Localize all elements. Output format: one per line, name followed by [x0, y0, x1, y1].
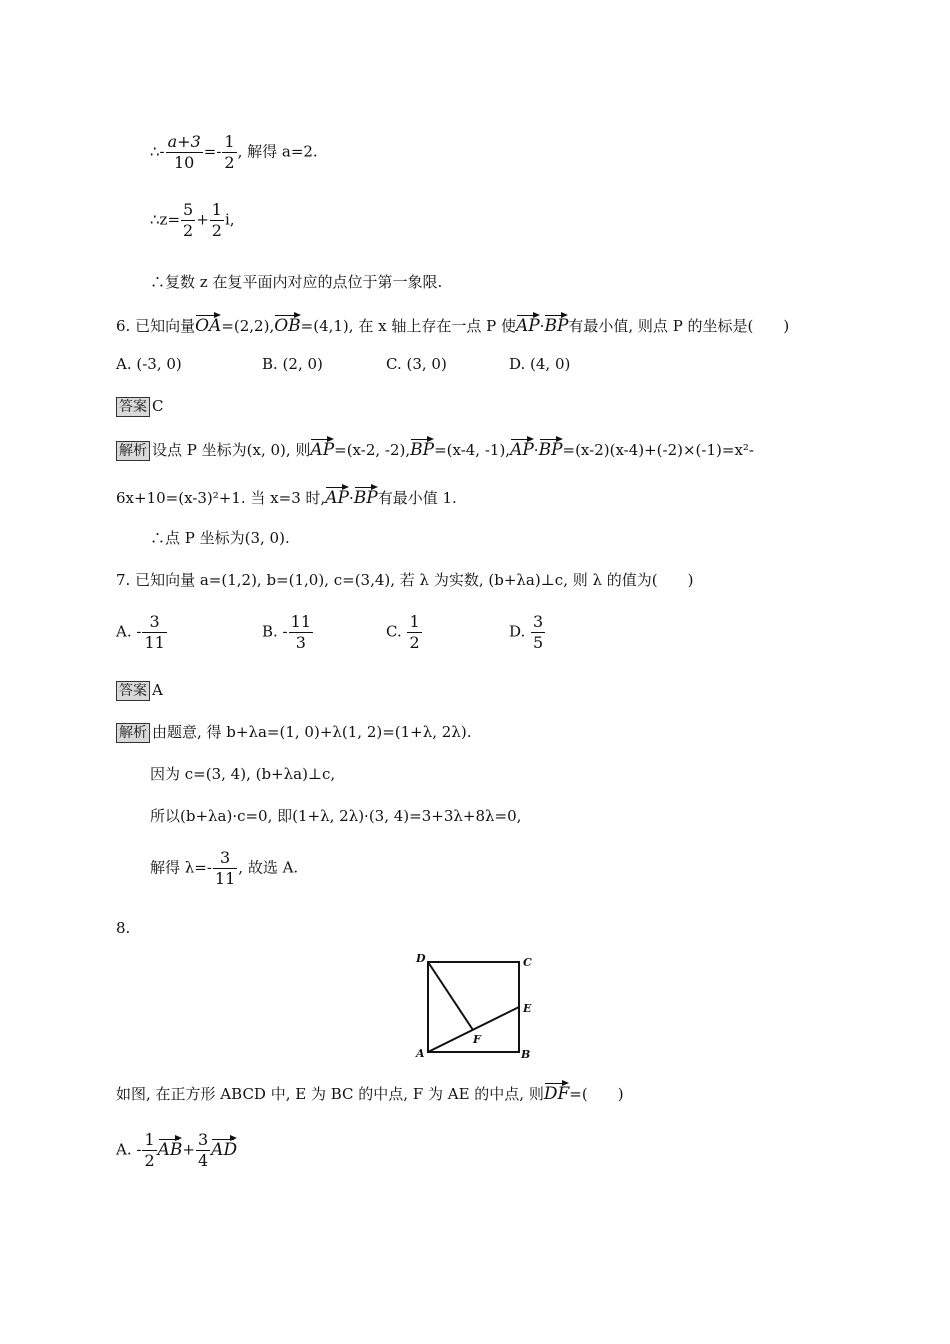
denominator: 2 [224, 153, 235, 172]
label-a: A [416, 1047, 425, 1060]
answer-tag: 答案 [116, 681, 150, 701]
answer-value: A [152, 681, 163, 699]
q5-line3: ∴复数 z 在复平面内对应的点位于第一象限. [150, 273, 443, 291]
fraction [531, 612, 545, 653]
vector-ap: AP [516, 312, 540, 336]
text: 由题意, 得 b+λa=(1, 0)+λ(1, 2)=(1+λ, 2λ). [152, 723, 472, 741]
q7-analysis-line1 [116, 722, 471, 743]
denominator: 2 [409, 633, 420, 652]
option-label: A. - [116, 1140, 142, 1159]
minus-sign: - [159, 142, 165, 161]
text: 6x+10=(x-3)²+1. 当 x=3 时, [116, 489, 326, 507]
numerator: a+3 [167, 132, 201, 151]
fraction [210, 200, 224, 241]
fraction [142, 612, 166, 653]
text: 有最小值 1. [377, 489, 457, 507]
vector-bp: BP [354, 484, 378, 508]
segment-df [428, 962, 473, 1030]
numerator: 3 [533, 612, 544, 631]
analysis-tag: 解析 [116, 723, 150, 743]
denominator: 2 [211, 221, 222, 240]
q6-option-a: A. (-3, 0) [116, 355, 182, 373]
dot: · [533, 441, 539, 459]
label-f: F [473, 1033, 481, 1046]
text: =( ) [569, 1085, 624, 1103]
q7-stem: 7. 已知向量 a=(1,2), b=(1,0), c=(3,4), 若 λ 为实数, (b+λa)⊥c, 则 λ 的值为( ) [116, 571, 694, 589]
text: , 解得 a=2. [237, 142, 318, 161]
q6-analysis-line3: ∴点 P 坐标为(3, 0). [150, 529, 290, 547]
q6-option-b: B. (2, 0) [262, 355, 323, 373]
square-figure [410, 950, 540, 1066]
label-e: E [523, 1002, 532, 1015]
vector-bp: BP [544, 312, 568, 336]
vector-ab: AB [158, 1136, 183, 1160]
numerator: 3 [142, 612, 166, 633]
vector-ad: AD [211, 1136, 237, 1160]
q8-stem [116, 1080, 624, 1104]
plus: + [196, 210, 209, 229]
q6-stem [116, 312, 789, 336]
analysis-tag: 解析 [116, 441, 150, 461]
fraction [142, 1130, 156, 1171]
equals: =- [203, 142, 222, 161]
q5-line2 [150, 200, 235, 241]
q7-option-a [116, 612, 168, 653]
text: 有最小值, 则点 P 的坐标是( ) [568, 317, 790, 335]
vector-ap: AP [325, 484, 349, 508]
q6-answer [116, 396, 163, 417]
vector-df: DF [544, 1080, 569, 1104]
q7-analysis-line3: 所以(b+λa)·c=0, 即(1+λ, 2λ)·(3, 4)=3+3λ+8λ=0, [150, 807, 522, 825]
text: =(x-4, -1), [434, 441, 511, 459]
option-label: B. - [262, 622, 288, 641]
text: 如图, 在正方形 ABCD 中, E 为 BC 的中点, F 为 AE 的中点, 则 [116, 1085, 544, 1103]
text: =(4,1), 在 x 轴上存在一点 P 使 [300, 317, 516, 335]
numerator: 1 [409, 612, 420, 631]
option-label: C. [386, 622, 407, 641]
q8-number: 8. [116, 919, 131, 937]
text: =(x-2, -2), [334, 441, 411, 459]
q7-option-c [386, 612, 423, 653]
q6-analysis-line1 [116, 436, 754, 461]
fraction [213, 848, 237, 889]
denominator: 11 [214, 869, 236, 888]
denominator: 2 [183, 221, 194, 240]
numerator: 1 [224, 132, 235, 151]
text: 解得 λ=- [150, 858, 212, 877]
fraction [196, 1130, 210, 1171]
vector-bp: BP [410, 436, 434, 460]
label-b: B [521, 1048, 531, 1061]
numerator: 5 [183, 200, 194, 219]
numerator: 3 [197, 1130, 209, 1149]
numerator: 11 [290, 612, 311, 631]
text: ∴z= [150, 210, 181, 229]
therefore-symbol: ∴ [150, 142, 160, 161]
q7-analysis-line4 [150, 848, 298, 889]
fraction [166, 132, 203, 173]
q6-analysis-line2 [116, 484, 457, 508]
vector-bp: BP [539, 436, 563, 460]
vector-oa: OA [195, 312, 221, 336]
q7-answer [116, 680, 163, 701]
q6-option-d: D. (4, 0) [509, 355, 571, 373]
label-c: C [523, 956, 532, 969]
text: 6. 已知向量 [116, 317, 196, 335]
vector-ap: AP [510, 436, 534, 460]
q7-option-d [509, 612, 546, 653]
vector-ob: OB [274, 312, 300, 336]
denominator: 10 [174, 153, 195, 172]
text: , 故选 A. [238, 858, 299, 877]
numerator: 3 [213, 848, 237, 869]
dot: · [349, 489, 354, 507]
fraction [222, 132, 236, 173]
vector-ap: AP [310, 436, 334, 460]
fraction [289, 612, 313, 653]
numerator: 1 [211, 200, 222, 219]
denominator: 4 [197, 1151, 209, 1170]
q7-option-b [262, 612, 314, 653]
option-label: A. - [116, 622, 142, 641]
q7-analysis-line2: 因为 c=(3, 4), (b+λa)⊥c, [150, 765, 336, 783]
denominator: 2 [144, 1151, 155, 1170]
plus: + [182, 1140, 195, 1159]
answer-value: C [152, 397, 164, 415]
answer-tag: 答案 [116, 397, 150, 417]
text: =(2,2), [221, 317, 275, 335]
fraction [407, 612, 421, 653]
text: 设点 P 坐标为(x, 0), 则 [152, 441, 311, 459]
dot: · [539, 317, 545, 335]
option-label: D. [509, 622, 531, 641]
numerator: 1 [144, 1130, 155, 1149]
text: i, [224, 210, 235, 229]
q8-option-a [116, 1130, 237, 1171]
fraction [181, 200, 195, 241]
q5-line1 [150, 132, 318, 173]
denominator: 11 [144, 633, 165, 652]
label-d: D [416, 952, 426, 965]
denominator: 3 [295, 633, 306, 652]
q6-option-c: C. (3, 0) [386, 355, 447, 373]
text: =(x-2)(x-4)+(-2)×(-1)=x²- [562, 441, 754, 459]
denominator: 5 [533, 633, 544, 652]
